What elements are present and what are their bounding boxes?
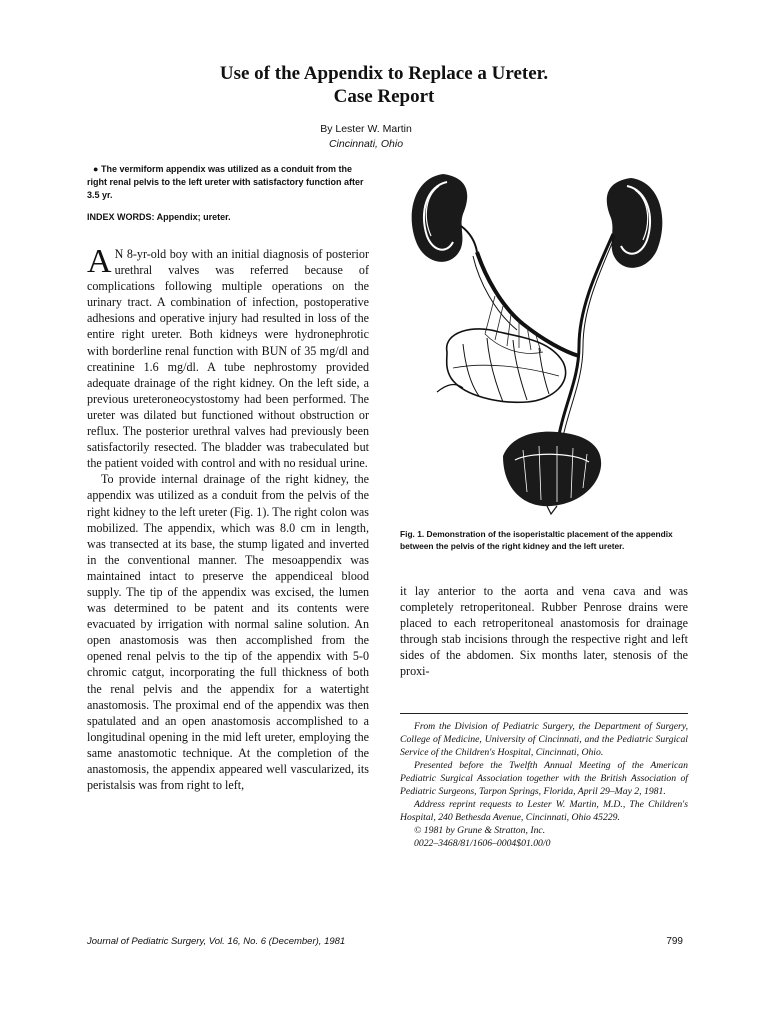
index-words: INDEX WORDS: Appendix; ureter. xyxy=(87,212,231,222)
footnote-reprint: Address reprint requests to Lester W. Martin, M.D., The Children's Hospital, 240 Bethesda Avenue, Cincinnati, Ohio 45229. xyxy=(400,799,688,823)
author-block xyxy=(0,122,732,152)
right-kidney-drawing xyxy=(412,174,477,262)
footnote-block xyxy=(400,720,688,850)
title-line-1: Use of the Appendix to Replace a Ureter. xyxy=(219,63,549,84)
abstract xyxy=(87,163,369,224)
body-left-column xyxy=(87,243,369,793)
author-location: Cincinnati, Ohio xyxy=(328,138,404,150)
footnote-affiliation: From the Division of Pediatric Surgery, the Department of Surgery, College of Medicine, University of Cincinnati, and the Pediatric Surgical Service of the Children's Hospital, Cincinnati, Ohio. xyxy=(400,721,688,758)
abstract-text: The vermiform appendix was utilized as a conduit from the right renal pelvis to the left ureter with satisfactory function after 3.5 yr. xyxy=(87,164,364,200)
body-right-paragraph: it lay anterior to the aorta and vena cava and was completely retroperitoneal. Rubber Penrose drains were placed to each retroperitoneal anastomosis for drainage through stab incisions through the respective right and left sides of the abdomen. Six months later, stenosis of the proxi- xyxy=(400,584,688,679)
title-line-2: Case Report xyxy=(333,86,435,107)
left-ureter-drawing xyxy=(557,234,613,446)
figure-1-illustration xyxy=(403,156,671,516)
footer-journal: Journal of Pediatric Surgery, Vol. 16, No. 6 (December), 1981 xyxy=(87,936,346,947)
body-right-column xyxy=(400,583,688,680)
paragraph-1-text: N 8-yr-old boy with an initial diagnosis of posterior urethral valves was referred because of complications following multiple operations on the urinary tract. A combination of infection, postoperative adhesions and operative injury had resulted in loss of the entire right ureter. Both kidneys were hydronephrotic with borderline renal function with BUN of 35 mg/dl and creatinine 1.6 mg/dl. A tube nephrostomy provided adequate drainage of the right kidney. On the left side, a previous ureteroneocystostomy had been performed. The ureter was dilated but functioned without obstruction or reflux. The posterior urethral valves had previously been satisfactorily resected. The bladder was trabeculated but the patient voided with control and with no residual urine. xyxy=(87,247,369,471)
abstract-text-block xyxy=(87,163,369,202)
drop-cap: A xyxy=(87,243,112,280)
body-paragraph-2: To provide internal drainage of the right kidney, the appendix was utilized as a conduit from the pelvis of the right kidney to the left ureter (Fig. 1). The right colon was mobilized. The appendix, which was 8.0 cm in length, was transected at its base, the stump ligated and inverted in the conventional manner. The mesoappendix was maintained intact to preserve the appendiceal blood supply. The tip of the appendix was excised, the lumen was determined to be patent and its contents were evacuated by irrigation with normal saline solution. An open anastomosis was then accomplished from the opened renal pelvis to the tip of the appendix with 5-0 chromic catgut, incorporating the full thickness of both the renal pelvis and the appendix for a watertight anastomosis. The proximal end of the appendix was then spatulated and an open anastomosis accomplished to a longitudinal opening in the mid left ureter, employing the same anastomotic technique. At the completion of the anastomosis, the appendix appeared well vascularized, its peristalsis was from right to left, xyxy=(87,472,369,793)
footnote-presented: Presented before the Twelfth Annual Meeting of the American Pediatric Surgical Association together with the British Association of Pediatric Surgeons, Tarpon Springs, Florida, April 29–May 2, 1981. xyxy=(400,760,688,797)
kidney-appendix-drawing xyxy=(403,156,671,516)
abstract-bullet: ● xyxy=(93,164,99,174)
footnote-code: 0022–3468/81/1606–0004$01.00/0 xyxy=(414,838,551,849)
article-title xyxy=(0,62,768,108)
author-byline: By Lester W. Martin xyxy=(320,123,412,135)
footnote-copyright: © 1981 by Grune & Stratton, Inc. xyxy=(414,825,546,836)
footnote-divider xyxy=(400,713,688,714)
body-paragraph-1 xyxy=(87,243,369,471)
bladder-drawing xyxy=(503,432,601,514)
figure-caption: Fig. 1. Demonstration of the isoperistaltic placement of the appendix between the pelvis of the right kidney and the left ureter. xyxy=(400,529,673,551)
page-number: 799 xyxy=(666,936,683,947)
left-kidney-drawing xyxy=(607,178,663,268)
